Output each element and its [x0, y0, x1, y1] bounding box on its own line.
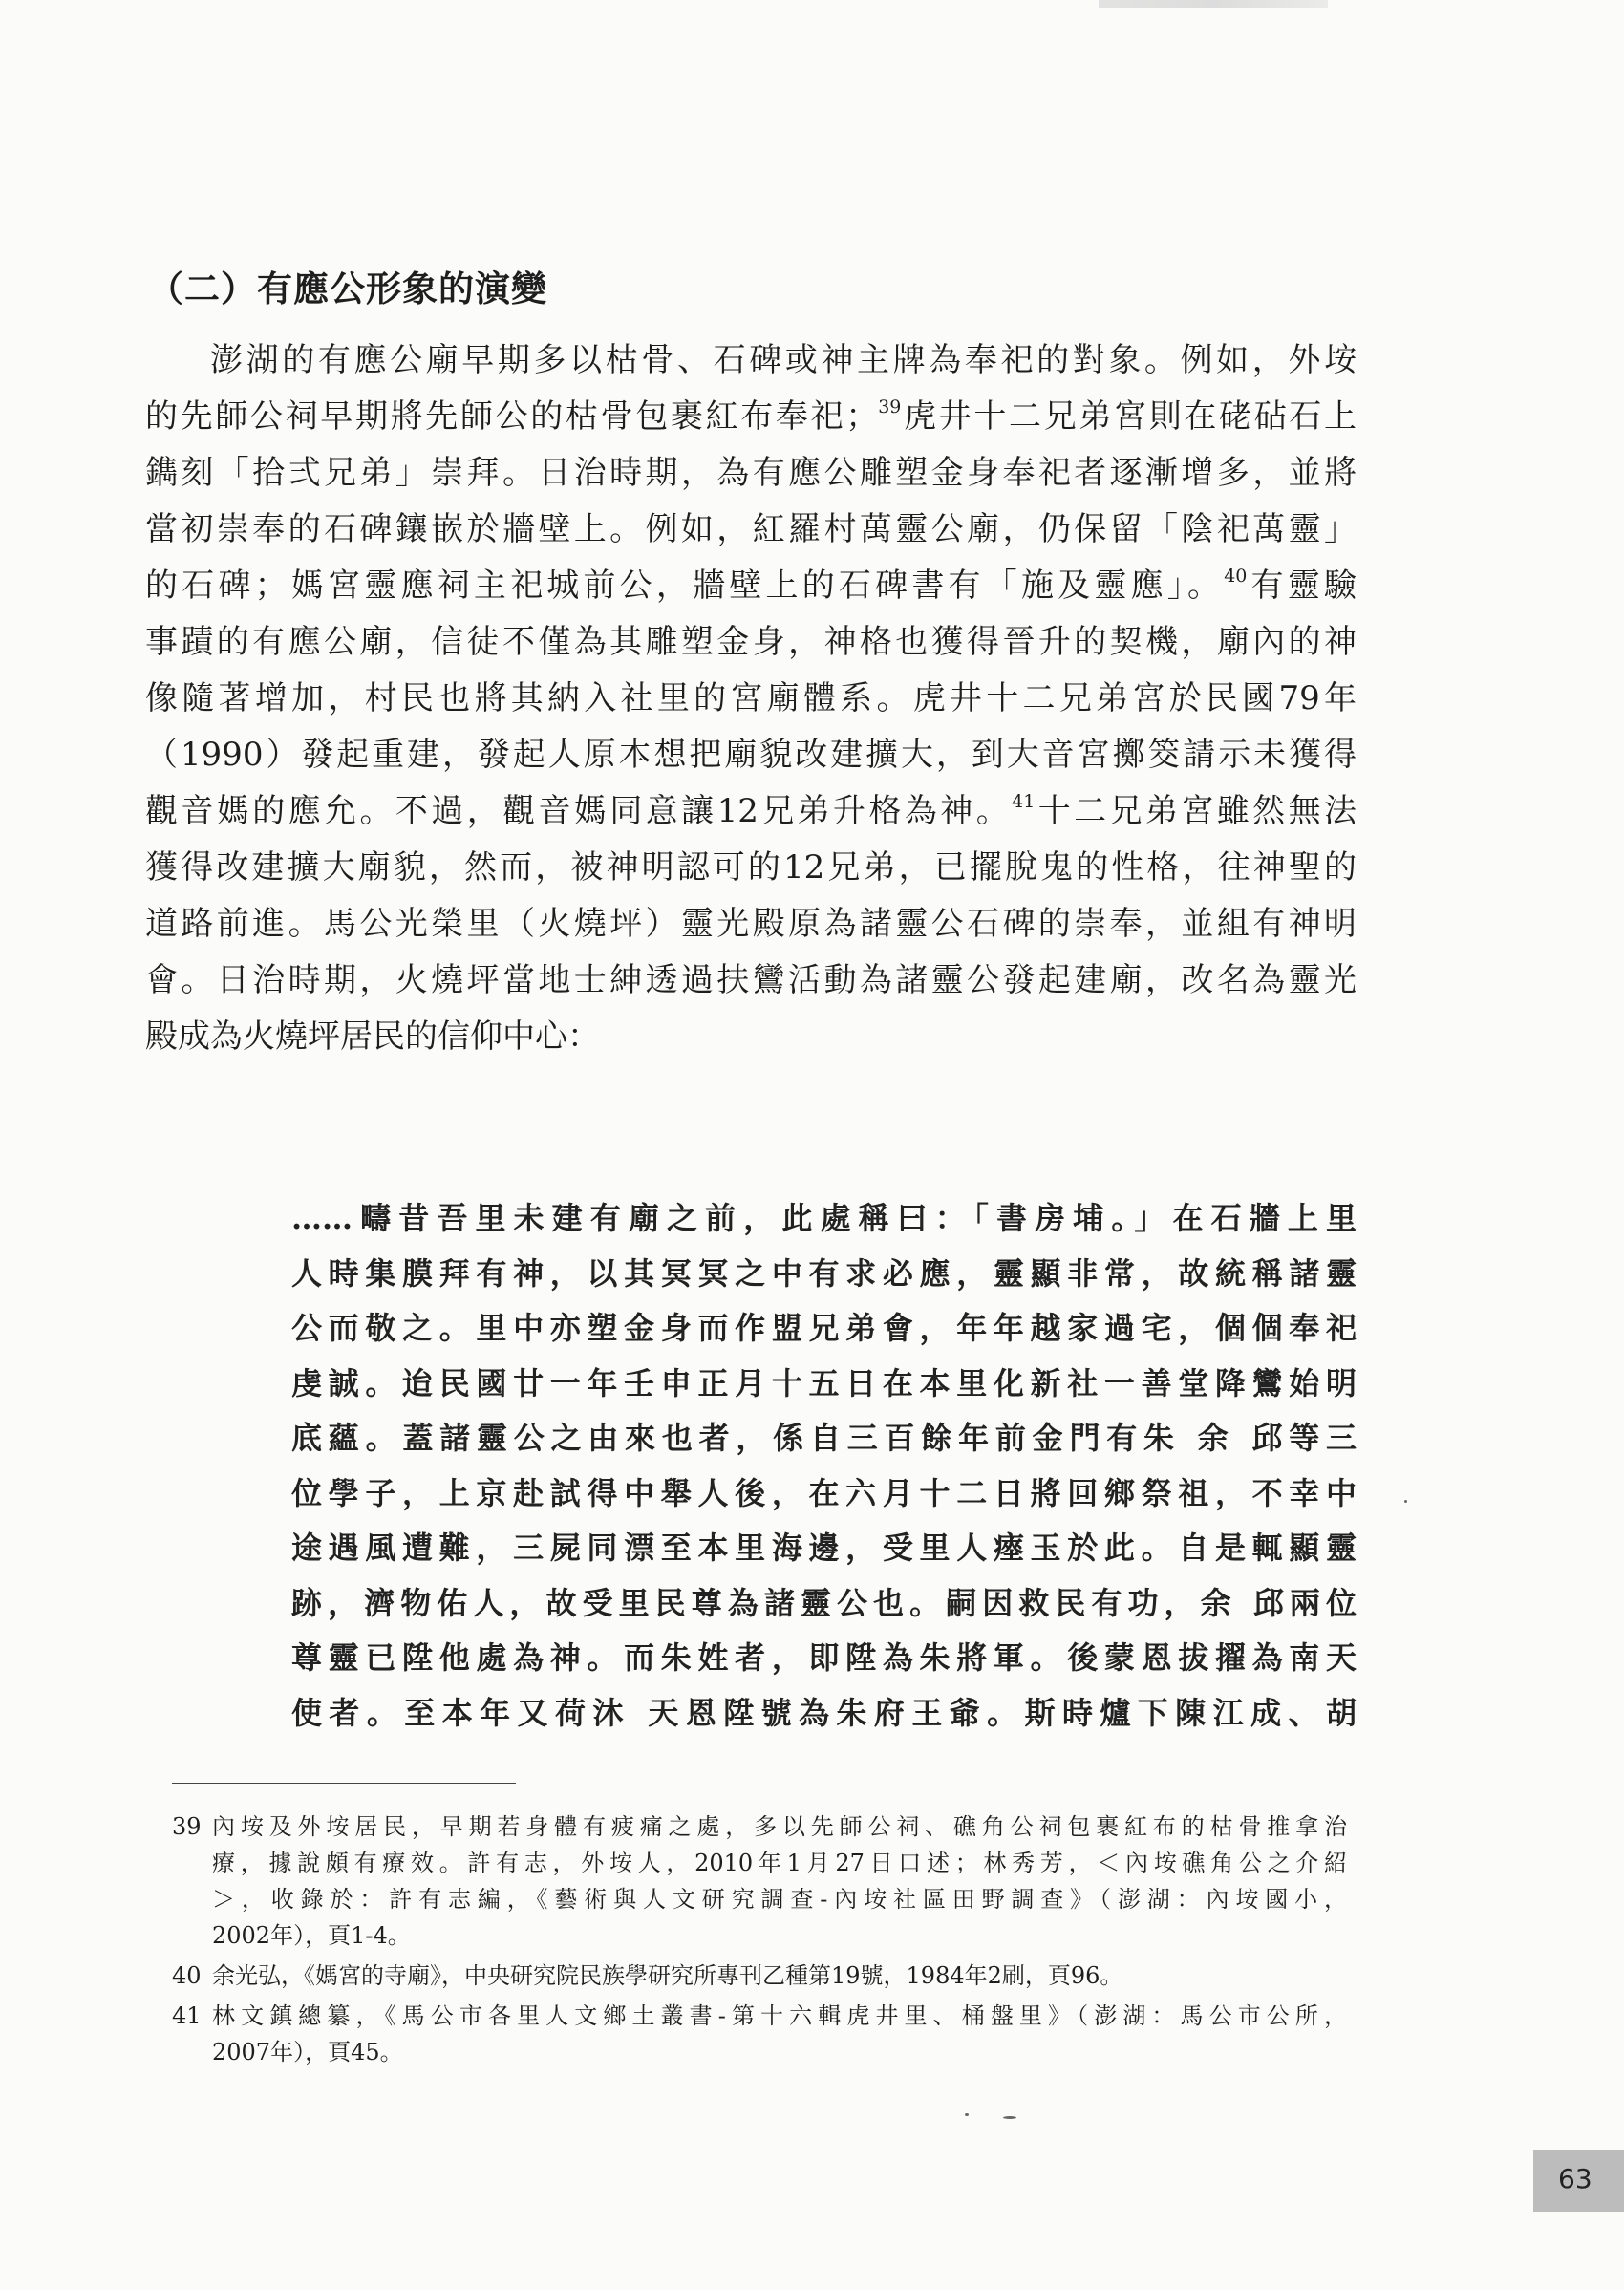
- footnote-ref[interactable]: 40: [1224, 566, 1248, 587]
- paragraph-line: [145, 952, 1357, 1009]
- page-number-tab: [1533, 2150, 1624, 2212]
- footnote-divider: [172, 1783, 516, 1784]
- line-text: 的先師公祠早期將先師公的枯骨包裹紅布奉祀；: [145, 397, 879, 436]
- quote-line: 尊靈已陞他處為神。而朱姓者，即陞為朱將軍。後蒙恩拔擢為南天: [291, 1639, 1357, 1676]
- paragraph-line: [145, 896, 1357, 952]
- footnote-number: 41: [172, 2002, 202, 2029]
- quote-line: 虔誠。迨民國廿一年壬申正月十五日在本里化新社一善堂降鸞始明: [291, 1364, 1357, 1402]
- paragraph-line: [145, 558, 1357, 614]
- footnote-line: 療，據說頗有療效。許有志，外垵人，2010年1月27日口述；林秀芳，＜內垵礁角公之介紹: [212, 1850, 1347, 1876]
- quote-line: 跡，濟物佑人，故受里民尊為諸靈公也。嗣因救民有功，余 邱兩位: [291, 1584, 1357, 1621]
- scan-speck: [965, 2113, 969, 2116]
- footnote-number: 40: [172, 1962, 202, 1989]
- paragraph-line: [145, 671, 1357, 727]
- footnote-item: [172, 1808, 1347, 1954]
- quote-line: 使者。至本年又荷沐 天恩陞號為朱府王爺。斯時爐下陳江成、胡: [291, 1694, 1357, 1731]
- paragraph-line: [145, 1009, 1357, 1065]
- footnote-item: [172, 1998, 1347, 2070]
- quote-line: ……疇昔吾里未建有廟之前，此處稱曰：「書房埔。」在石牆上里: [291, 1200, 1357, 1236]
- quote-line: 人時集膜拜有神，以其冥冥之中有求必應，靈顯非常，故統稱諸靈: [291, 1254, 1357, 1292]
- line-text: 澎湖的有應公廟早期多以枯骨、石碑或神主牌為奉祀的對象。例如，外垵: [210, 341, 1357, 379]
- line-text: 鐫刻「拾弍兄弟」崇拜。日治時期，為有應公雕塑金身奉祀者逐漸增多，並將: [145, 454, 1357, 492]
- line-text: 會。日治時期，火燒坪當地士紳透過扶鸞活動為諸靈公發起建廟，改名為靈光: [145, 961, 1357, 999]
- paragraph-line: [145, 840, 1357, 896]
- footnotes: [172, 1808, 1347, 2074]
- scan-edge-mark: [1099, 0, 1328, 8]
- line-text: 當初崇奉的石碑鑲嵌於牆壁上。例如，紅羅村萬靈公廟，仍保留「陰祀萬靈」: [145, 510, 1357, 548]
- line-text: 觀音媽的應允。不過，觀音媽同意讓12兄弟升格為神。: [145, 792, 1013, 830]
- footnote-number: 39: [172, 1813, 202, 1840]
- paragraph-line: [145, 727, 1357, 783]
- line-text: 有靈驗: [1247, 567, 1357, 605]
- footnote-line: 林文鎮總纂，《馬公市各里人文鄉土叢書-第十六輯虎井里、桶盤里》（澎湖：馬公市公所，: [212, 2002, 1347, 2029]
- quote-line: 底蘊。蓋諸靈公之由來也者，係自三百餘年前金門有朱 余 邱等三: [291, 1420, 1357, 1456]
- main-paragraph: [145, 332, 1357, 1065]
- line-text: 十二兄弟宮雖然無法: [1035, 792, 1357, 830]
- scan-speck: [1404, 1500, 1407, 1503]
- paragraph-line: [145, 389, 1357, 445]
- footnote-line: 2007年），頁45。: [212, 2039, 403, 2065]
- section-title: （二）有應公形象的演變: [148, 268, 547, 310]
- footnote-line: 內垵及外垵居民，早期若身體有疲痛之處，多以先師公祠、礁角公祠包裹紅布的枯骨推拿治: [212, 1813, 1347, 1840]
- line-text: （1990）發起重建，發起人原本想把廟貌改建擴大，到大音宮擲筊請示未獲得: [145, 736, 1357, 774]
- page-number: 63: [1558, 2163, 1592, 2194]
- paragraph-line: [145, 445, 1357, 502]
- line-text: 的石碑；媽宮靈應祠主祀城前公，牆壁上的石碑書有「施及靈應」。: [145, 567, 1225, 605]
- line-text: 事蹟的有應公廟，信徒不僅為其雕塑金身，神格也獲得晉升的契機，廟內的神: [145, 623, 1357, 661]
- quote-line: 途遇風遭難，三屍同漂至本里海邊，受里人瘞玉於此。自是輒顯靈: [291, 1530, 1357, 1566]
- quote-line: 公而敬之。里中亦塑金身而作盟兄弟會，年年越家過宅，個個奉祀: [291, 1310, 1357, 1346]
- line-text: 像隨著增加，村民也將其納入社里的宮廟體系。虎井十二兄弟宮於民國79年: [145, 679, 1357, 717]
- footnote-ref[interactable]: 39: [878, 396, 902, 417]
- line-text: 虎井十二兄弟宮則在硓砧石上: [901, 397, 1357, 436]
- paragraph-line: [145, 783, 1357, 840]
- quote-line: 位學子，上京赴試得中舉人後，在六月十二日將回鄉祭祖，不幸中: [291, 1474, 1357, 1511]
- footnote-line: 余光弘，《媽宮的寺廟》，中央研究院民族學研究所專刊乙種第19號，1984年2刷，頁96。: [212, 1962, 1123, 1989]
- paragraph-line: [145, 502, 1357, 558]
- footnote-ref[interactable]: 41: [1012, 791, 1036, 812]
- line-text: 道路前進。馬公光榮里（火燒坪）靈光殿原為諸靈公石碑的崇奉，並組有神明: [145, 905, 1357, 943]
- line-text: 殿成為火燒坪居民的信仰中心：: [145, 1017, 600, 1056]
- footnote-item: [172, 1958, 1347, 1994]
- paragraph-line: [145, 614, 1357, 671]
- footnote-line: ＞，收錄於：許有志編，《藝術與人文研究調查-內垵社區田野調查》（澎湖：內垵國小，: [212, 1886, 1347, 1913]
- block-quote: [291, 1191, 1357, 1741]
- scan-speck: [1003, 2116, 1016, 2119]
- footnote-line: 2002年），頁1-4。: [212, 1922, 411, 1949]
- line-text: 獲得改建擴大廟貌，然而，被神明認可的12兄弟，已擺脫鬼的性格，往神聖的: [145, 848, 1357, 887]
- paragraph-line: [145, 332, 1357, 389]
